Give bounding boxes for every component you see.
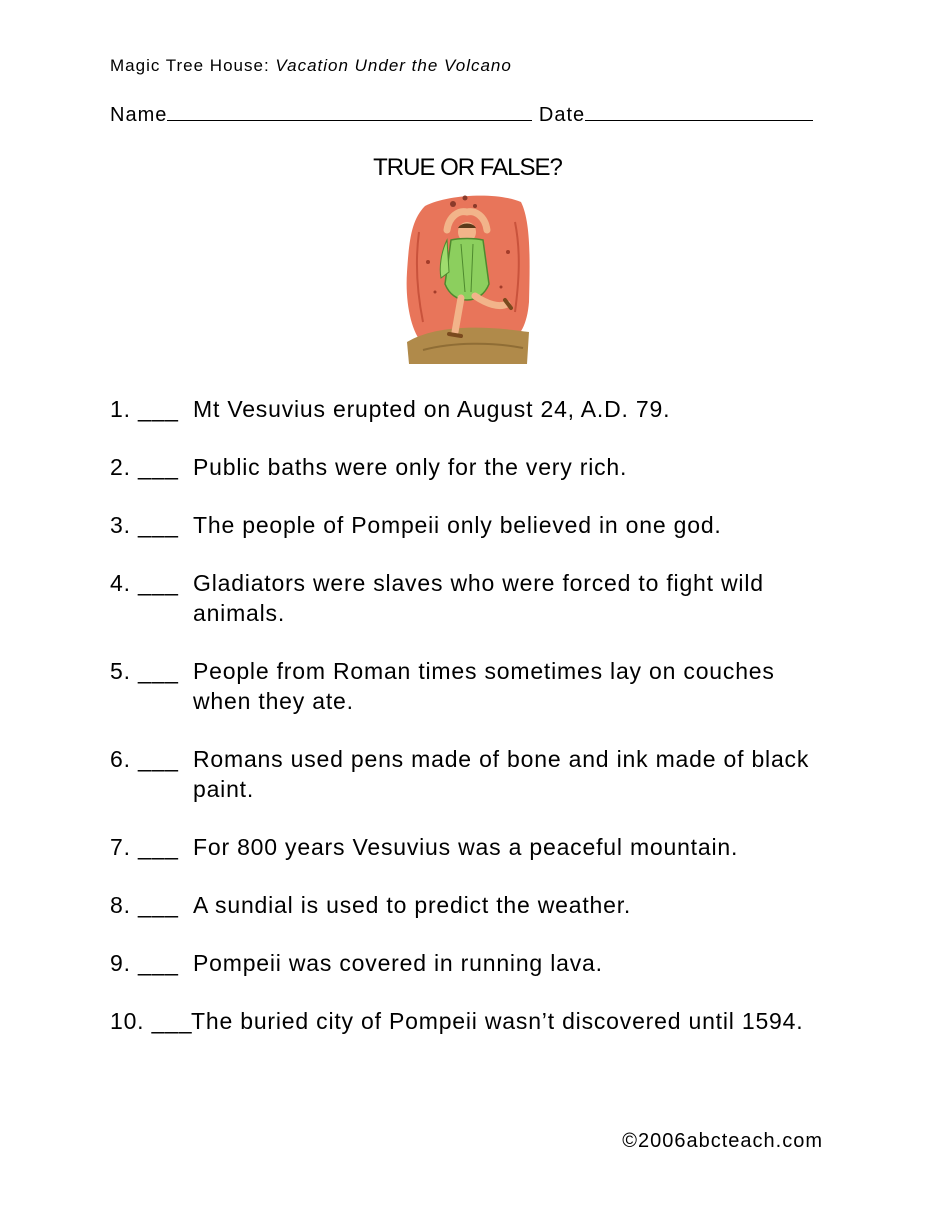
question-number: 6. ___ xyxy=(110,746,179,772)
name-blank-line xyxy=(167,102,532,121)
question-text: Pompeii was covered in running lava. xyxy=(193,950,603,976)
series-header xyxy=(110,56,512,76)
question-item xyxy=(110,1006,840,1036)
question-item xyxy=(110,452,840,482)
question-text: People from Roman times sometimes lay on couches when they ate. xyxy=(193,658,775,714)
question-number: 2. ___ xyxy=(110,454,179,480)
series-label: Magic Tree House: xyxy=(110,56,276,75)
question-item xyxy=(110,832,840,862)
name-label: Name xyxy=(110,104,168,126)
name-date-line xyxy=(110,102,825,127)
question-text: Gladiators were slaves who were forced to fight wild animals. xyxy=(193,570,764,626)
question-number: 5. ___ xyxy=(110,658,179,684)
copyright-footer: ©2006abcteach.com xyxy=(622,1130,823,1152)
page-title: TRUE OR FALSE? xyxy=(373,154,562,181)
question-number: 10. ___ xyxy=(110,1008,193,1034)
question-item xyxy=(110,394,840,424)
question-list xyxy=(110,394,840,1064)
question-text: A sundial is used to predict the weather. xyxy=(193,892,632,918)
roman-man-fleeing-volcano-illustration xyxy=(403,192,533,364)
question-text: Public baths were only for the very rich. xyxy=(193,454,628,480)
question-item xyxy=(110,948,840,978)
question-number: 8. ___ xyxy=(110,892,179,918)
question-number: 7. ___ xyxy=(110,834,179,860)
question-item xyxy=(110,890,840,920)
question-number: 4. ___ xyxy=(110,570,179,596)
question-number: 9. ___ xyxy=(110,950,179,976)
question-item xyxy=(110,656,840,716)
question-text: For 800 years Vesuvius was a peaceful mountain. xyxy=(193,834,739,860)
question-item xyxy=(110,568,840,628)
question-item xyxy=(110,744,840,804)
question-text: Mt Vesuvius erupted on August 24, A.D. 79. xyxy=(193,396,671,422)
date-blank-line xyxy=(585,102,813,121)
question-text: The buried city of Pompeii wasn’t discovered until 1594. xyxy=(191,1008,804,1034)
book-title: Vacation Under the Volcano xyxy=(275,56,512,75)
date-label: Date xyxy=(538,104,586,126)
question-number: 1. ___ xyxy=(110,396,179,422)
question-item xyxy=(110,510,840,540)
question-text: Romans used pens made of bone and ink made of black paint. xyxy=(193,746,810,802)
question-number: 3. ___ xyxy=(110,512,179,538)
question-text: The people of Pompeii only believed in one god. xyxy=(193,512,722,538)
